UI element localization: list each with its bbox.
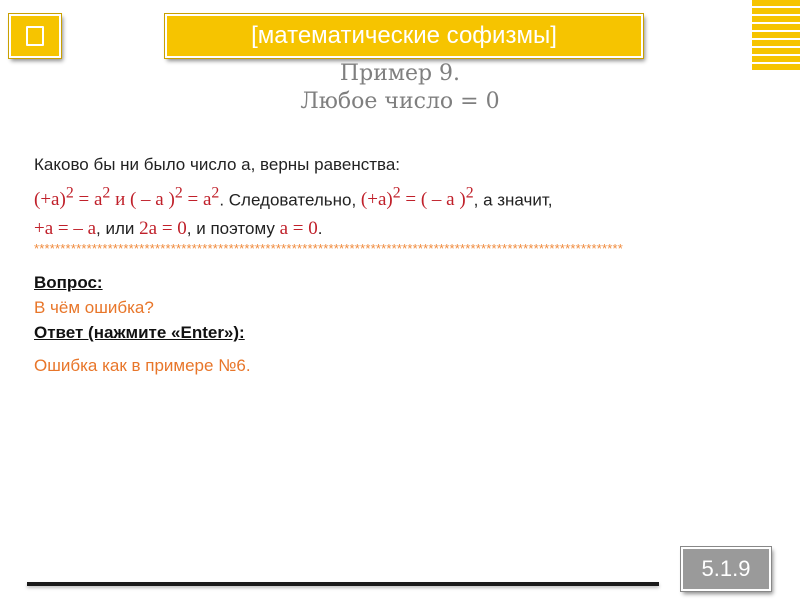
slide-title: [математические софизмы]	[251, 22, 557, 49]
slide-content	[34, 150, 774, 378]
formula: $(+a)^2 = a^2$ и ( – a )$^2 = a^2$	[34, 185, 220, 211]
slide-number-badge	[681, 547, 771, 591]
slide-title-bar	[165, 14, 643, 58]
question-text: В чём ошибка?	[34, 298, 154, 318]
formula: $(+a)^2$ = ( – a )$^2$	[360, 185, 474, 211]
answer-text: Ошибка как в примере №6.	[34, 356, 251, 376]
equation-line-1: $(+a)^2 = a^2$ и ( – a )$^2 = a^2$. Следовательно, $(+a)^2$ = ( – a )$^2$, а значит,	[34, 185, 553, 211]
formula: 2a = 0	[139, 218, 187, 240]
example-claim: Любое число = 0	[300, 89, 500, 114]
document-icon	[26, 26, 44, 46]
intro-text: Каково бы ни было число а, верны равенства:	[34, 155, 401, 174]
example-heading	[0, 60, 800, 116]
slide-number: 5.1.9	[701, 556, 751, 581]
formula: +a = – a	[34, 218, 97, 240]
formula: a = 0	[279, 218, 318, 240]
example-number: Пример 9.	[339, 61, 461, 86]
document-icon-button[interactable]	[9, 14, 61, 58]
question-label: Вопрос:	[34, 273, 103, 293]
equation-line-2: +a = – a, или 2a = 0, и поэтому a = 0.	[34, 218, 323, 240]
answer-label[interactable]: Ответ (нажмите «Enter»):	[34, 323, 245, 343]
bottom-divider	[27, 582, 659, 586]
separator-stars: ****************************************************************************************************************	[34, 242, 624, 257]
